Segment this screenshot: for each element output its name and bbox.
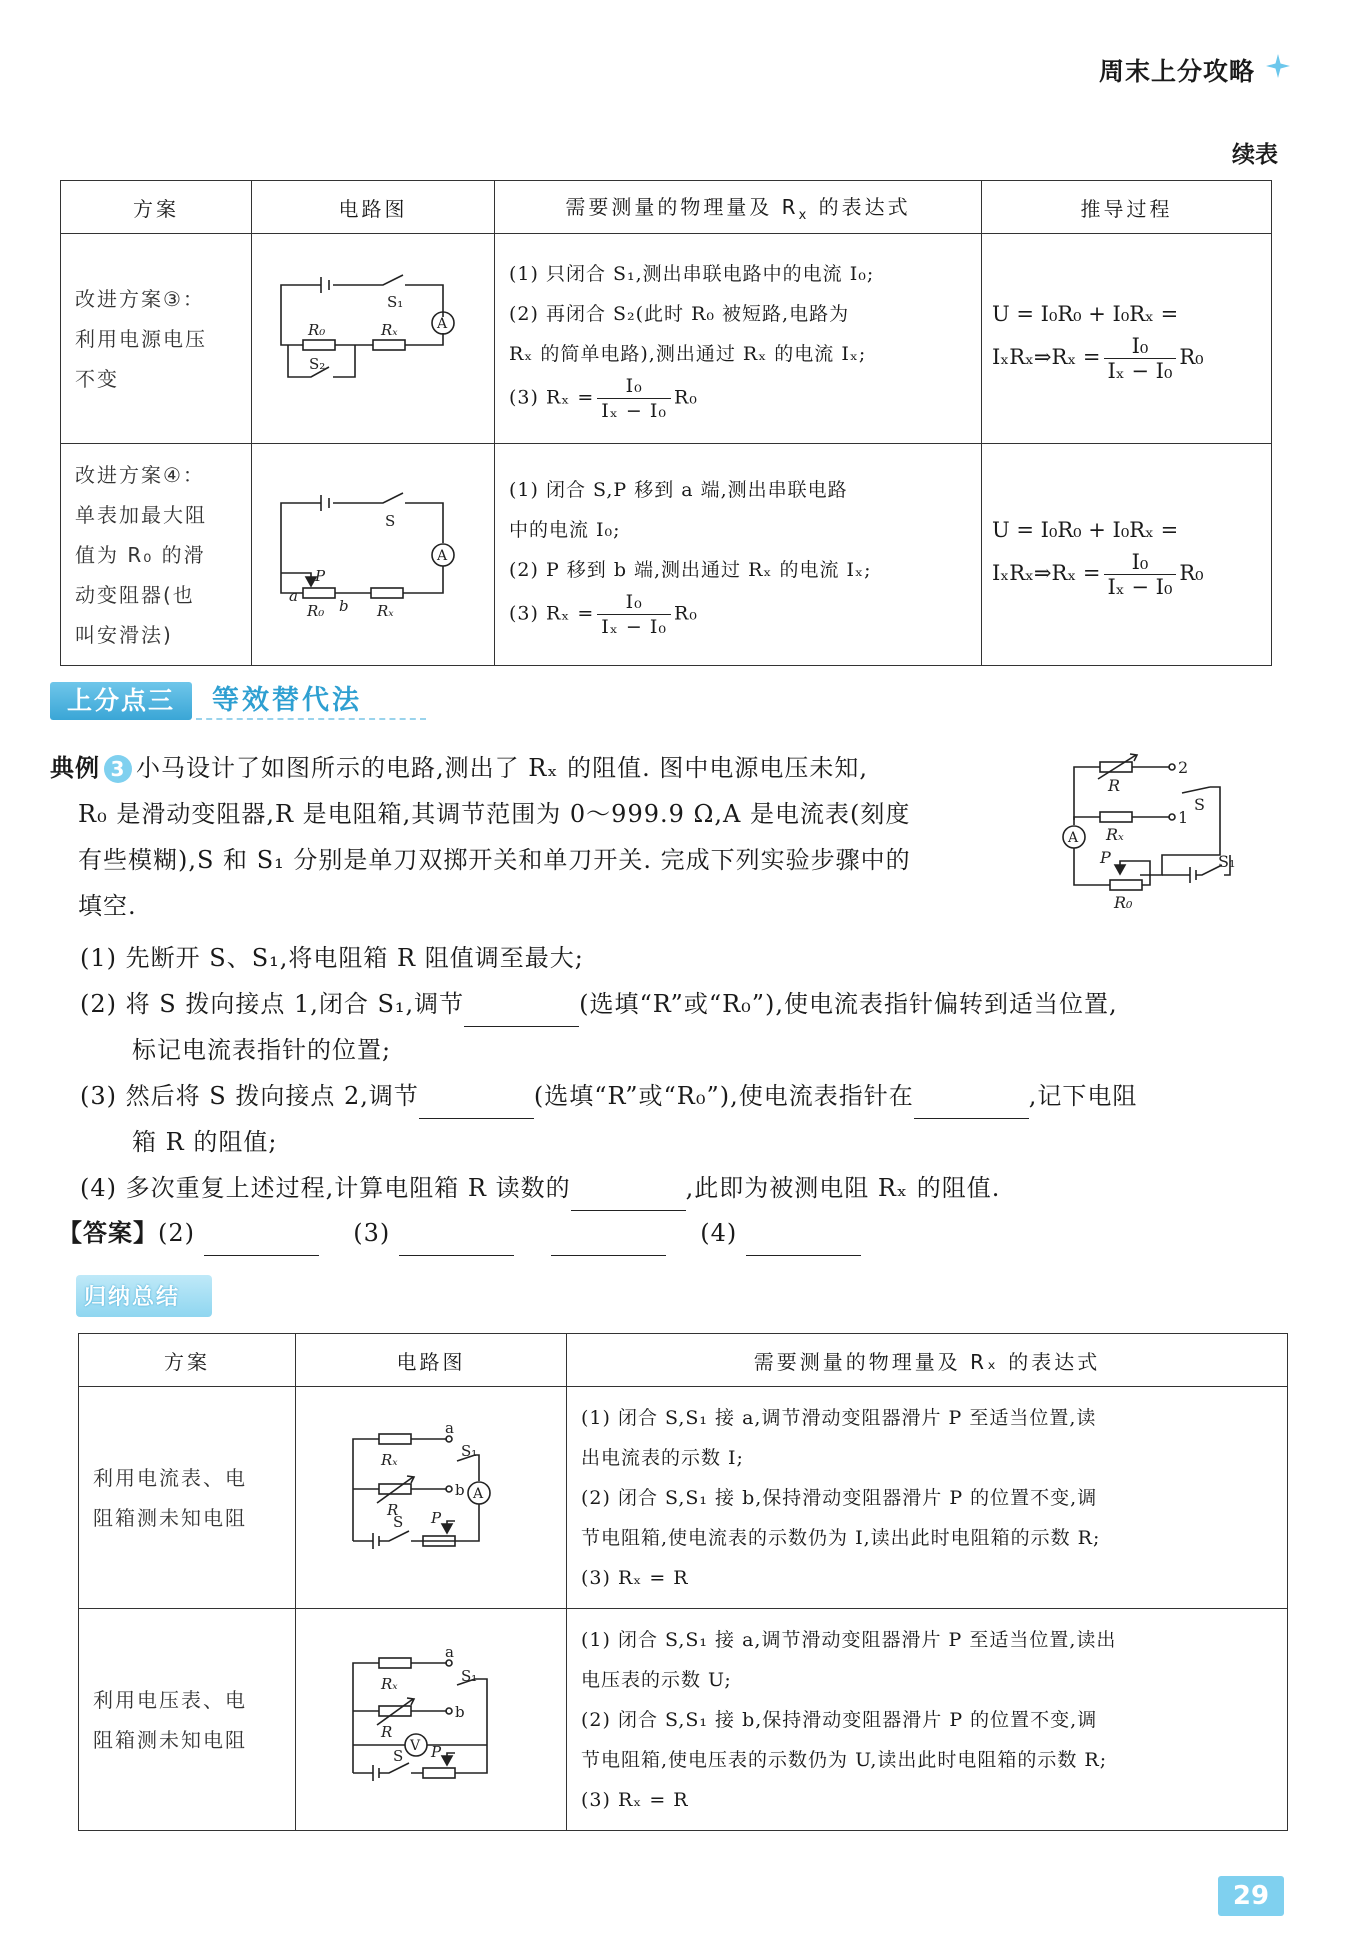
svg-text:R: R [381,1722,393,1741]
table-row [61,234,1272,444]
svg-text:S₁: S₁ [461,1441,478,1460]
svg-text:Rₓ: Rₓ [381,1674,398,1693]
svg-text:a: a [445,1642,454,1661]
svg-text:S₁: S₁ [387,292,404,311]
header-quantity: 需要测量的物理量及 $R_x$ 的表达式 [495,181,982,234]
running-header-title: 周末上分攻略 [1098,57,1255,86]
scheme-cell: 改进方案④： 单表加最大阻 值为 R₀ 的滑 动变阻器(也 叫安滑法) [61,444,252,666]
summary-circuit-current [297,1411,565,1581]
section-title: 等效替代法 [212,685,362,716]
svg-text:S₂: S₂ [309,354,326,373]
answer-blank[interactable] [914,1094,1029,1119]
section-label: 上分点三 [50,682,192,720]
answer-blank[interactable] [571,1186,686,1211]
svg-text:a: a [445,1418,454,1437]
header-scheme: 方案 [79,1334,296,1387]
header-derivation: 推导过程 [982,181,1272,234]
svg-text:S: S [393,1746,404,1765]
svg-text:R₀: R₀ [1114,893,1133,912]
example-label: 典例 [50,754,100,782]
circuit-cell [252,444,495,666]
svg-text:Rₓ: Rₓ [377,601,394,620]
svg-text:P: P [431,1742,442,1761]
summary-table [78,1333,1288,1831]
example-problem: 典例 3 小马设计了如图所示的电路,测出了 Rₓ 的阻值. 图中电源电压未知, R₀ 是滑动变阻器,R 是电阻箱,其调节范围为 0～999.9 Ω,A 是电流表(刻度 有些模糊),S 和 S₁ 分别是单刀双掷开关和单刀开关. 完成下列实验步骤中的 填空. [50,754,911,920]
answer-line: 【答案】(2) (3) (4) [58,1210,861,1256]
header-scheme: 方案 [61,181,252,234]
svg-text:Rₓ: Rₓ [1106,825,1124,844]
derivation-cell: U = I₀R₀ + I₀Rₓ = IₓRₓ⇒Rₓ = $\frac{\text{I₀}}{\text{Iₓ − I₀}}$ R₀ [982,444,1272,666]
answer-blank[interactable] [746,1231,861,1256]
steps-cell: (1) 闭合 S,S₁ 接 a,调节滑动变阻器滑片 P 至适当位置,读 出电流表的示数 I; (2) 闭合 S,S₁ 接 b,保持滑动变阻器滑片 P 的位置不变,调 节电阻箱,使电流表的示数仍为 I,读出此时电阻箱的示数 R; (3) Rₓ = R [567,1387,1288,1609]
svg-text:S: S [393,1512,404,1531]
circuit-cell [296,1609,567,1831]
svg-text:A: A [1068,830,1079,846]
table-row [61,444,1272,666]
svg-text:b: b [339,596,349,615]
svg-text:a: a [289,586,298,605]
answer-blank[interactable] [204,1231,319,1256]
circuit-cell [296,1387,567,1609]
summary-tag: 归纳总结 [84,1285,181,1310]
svg-text:P: P [1100,848,1111,867]
svg-text:P: P [315,566,326,585]
answer-blank[interactable] [464,1002,579,1027]
derivation-cell: U = I₀R₀ + I₀Rₓ = IₓRₓ⇒Rₓ = $\frac{\text{I₀}}{\text{Iₓ − I₀}}$ R₀ [982,234,1272,444]
svg-text:V: V [410,1737,421,1754]
circuit-cell [252,234,495,444]
svg-text:S: S [385,511,396,530]
svg-text:R₀: R₀ [307,601,325,620]
svg-text:Rₓ: Rₓ [381,320,398,339]
svg-text:2: 2 [1178,758,1189,777]
header-quantity: 需要测量的物理量及 Rₓ 的表达式 [567,1334,1288,1387]
svg-text:R: R [1108,776,1121,795]
steps-cell: (1) 只闭合 S₁,测出串联电路中的电流 I₀; (2) 再闭合 S₂(此时 R₀ 被短路,电路为 Rₓ 的简单电路),测出通过 Rₓ 的电流 Iₓ; (3) Rₓ = $\frac{\text{I₀}}{\text{Iₓ − I₀}}$ R₀ [495,234,982,444]
svg-text:A: A [437,547,448,564]
svg-text:1: 1 [1178,808,1189,827]
example-circuit-diagram [1060,745,1300,945]
svg-text:A: A [437,315,448,332]
table-row [79,1609,1288,1831]
section-underline [196,718,426,720]
svg-text:S₁: S₁ [461,1666,478,1685]
example-number: 3 [104,755,132,783]
methods-table [60,180,1272,666]
scheme-cell: 利用电流表、电 阻箱测未知电阻 [79,1387,296,1609]
continued-label: 续表 [1232,142,1278,168]
sparkle-icon [1264,52,1292,80]
svg-text:S₁: S₁ [1218,852,1236,871]
svg-text:S: S [1194,795,1205,814]
example-steps: (1) 先断开 S、S₁,将电阻箱 R 阻值调至最大; (2) 将 S 拨向接点 1,闭合 S₁,调节 (选填“R”或“R₀”),使电流表指针偏转到适当位置, 标记电流表指针的位置; (3) 然后将 S 拨向接点 2,调节 (选填“R”或“R₀”),使电流表指针在 ,记下电阻 箱 R 的阻值; (4) 多次重复上述过程,计算电阻箱 R 读数的 ,此即为被测电阻 Rₓ 的阻值. [80,935,1137,1211]
svg-text:b: b [455,1480,465,1499]
answer-blank[interactable] [551,1231,666,1256]
summary-circuit-voltage [297,1633,565,1803]
header-circuit: 电路图 [252,181,495,234]
svg-text:R₀: R₀ [308,320,326,339]
svg-text:b: b [455,1702,465,1721]
steps-cell: (1) 闭合 S,S₁ 接 a,调节滑动变阻器滑片 P 至适当位置,读出 电压表的示数 U; (2) 闭合 S,S₁ 接 b,保持滑动变阻器滑片 P 的位置不变,调 节电阻箱,使电压表的示数仍为 U,读出此时电阻箱的示数 R; (3) Rₓ = R [567,1609,1288,1831]
table-header-row [79,1334,1288,1387]
svg-text:R: R [387,1500,399,1519]
page-number: 29 [1218,1876,1284,1916]
table-header-row [61,181,1272,234]
header-circuit: 电路图 [296,1334,567,1387]
svg-text:Rₓ: Rₓ [381,1450,398,1469]
svg-text:P: P [431,1508,442,1527]
svg-text:A: A [473,1485,484,1502]
table-row [79,1387,1288,1609]
answer-blank[interactable] [399,1231,514,1256]
steps-cell: (1) 闭合 S,P 移到 a 端,测出串联电路 中的电流 I₀; (2) P 移到 b 端,测出通过 Rₓ 的电流 Iₓ; (3) Rₓ = $\frac{\text{I₀}}{\text{Iₓ − I₀}}$ R₀ [495,444,982,666]
answer-blank[interactable] [419,1094,534,1119]
circuit-diagram-4 [253,473,493,633]
scheme-cell: 改进方案③： 利用电源电压 不变 [61,234,252,444]
circuit-diagram-3 [253,267,493,407]
scheme-cell: 利用电压表、电 阻箱测未知电阻 [79,1609,296,1831]
